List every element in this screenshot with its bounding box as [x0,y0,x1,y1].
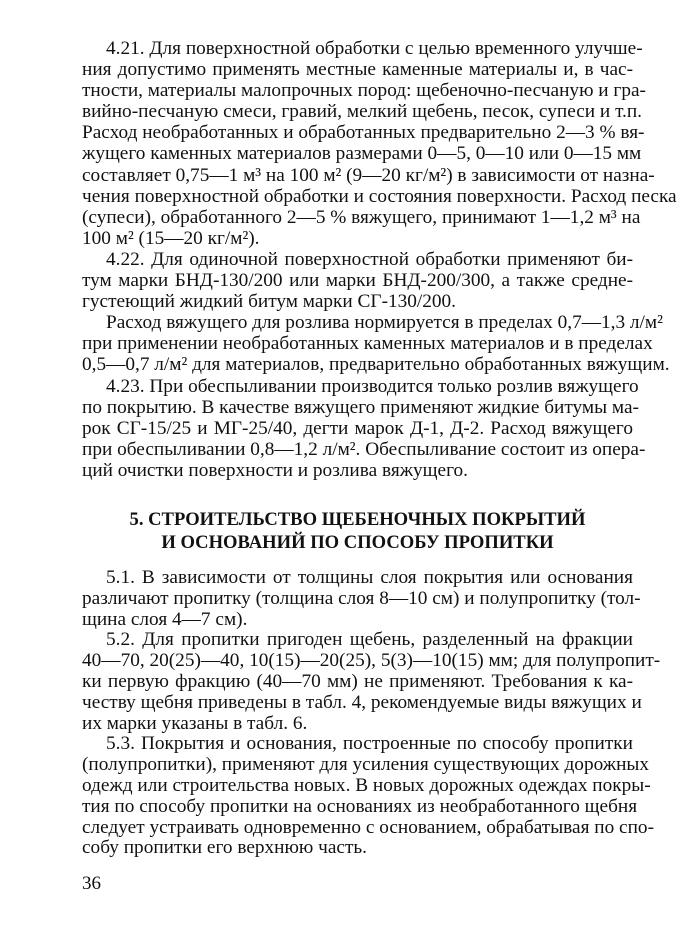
text-line: (супеси), обработанного 2—5 % вяжущего, принимают 1—1,2 м³ на [82,206,641,228]
text-line: честву щебня приведены в табл. 4, рекомендуемые виды вяжущих и [82,691,642,713]
text-line: 5.3. Покрытия и основания, построенные по способу пропитки [106,733,633,755]
text-line: Расход необработанных и обработанных предварительно 2—3 % вя- [82,122,645,144]
text-line: густеющий жидкий битум марки СГ-130/200. [82,291,457,313]
text-line: жущего каменных материалов размерами 0—5, 0—10 или 0—15 мм [82,143,642,165]
text-line: 100 м² (15—20 кг/м²). [82,227,260,249]
text-line: рок СГ-15/25 и МГ-25/40, дегти марок Д-1, Д-2. Расход вяжущего [82,417,633,439]
text-line: 0,5—0,7 л/м² для материалов, предварительно обработанных вяжущим. [82,354,670,376]
text-line: тум марки БНД-130/200 или марки БНД-200/300, а также средне- [82,270,633,292]
text-line: следует устраивать одновременно с основанием, обрабатывая по спо- [82,816,654,838]
section-5-heading [82,508,633,554]
paragraph [82,312,670,376]
text-line: 4.23. При обеспыливании производится только розлив вяжущего [106,375,639,397]
text-line: собу пропитки его верхнюю часть. [82,837,367,859]
paragraph [82,38,677,249]
text-line: 4.21. Для поверхностной обработки с целью временного улучше- [106,38,643,59]
text-line: 40—70, 20(25)—40, 10(15)—20(25), 5(3)—10(15) мм; для полупропит- [82,650,661,672]
text-line: тия по способу пропитки на основаниях из необработанного щебня [82,795,638,817]
heading-line: И ОСНОВАНИЙ ПО СПОСОБУ ПРОПИТКИ [161,532,554,553]
text-line: ки первую фракцию (40—70 мм) не применяют. Требования к ка- [82,670,633,692]
paragraph [82,567,641,630]
text-line: чения поверхностной обработки и состояния поверхности. Расход песка [82,185,677,207]
text-line: ций очистки поверхности и розлива вяжущего. [82,459,468,481]
text-line: по покрытию. В качестве вяжущего применяют жидкие битумы ма- [82,396,639,418]
section-4-text [82,38,677,481]
text-line: различают пропитку (толщина слоя 8—10 см) и полупропитку (тол- [82,587,641,609]
paragraph [82,629,661,734]
paragraph [82,249,633,312]
heading-line: 5. СТРОИТЕЛЬСТВО ЩЕБЕНОЧНЫХ ПОКРЫТИЙ [129,509,586,530]
text-line: 5.1. В зависимости от толщины слоя покрытия или основания [106,567,633,588]
text-line: при применении необработанных каменных материалов и в пределах [82,333,653,355]
text-line: ния допустимо применять местные каменные материалы и, в час- [82,59,633,81]
text-line: составляет 0,75—1 м³ на 100 м² (9—20 кг/м²) в зависимости от назна- [82,164,655,186]
text-line: 4.22. Для одиночной поверхностной обработки применяют би- [106,248,633,270]
text-line: (полупропитки), применяют для усиления существующих дорожных [82,754,649,776]
text-line: при обеспыливании 0,8—1,2 л/м². Обеспыливание состоит из опера- [82,438,646,460]
text-line: вийно-песчаную смеси, гравий, мелкий щебень, песок, супеси и т.п. [82,101,643,123]
text-line: тности, материалы малопрочных пород: щебеночно-песчаную и гра- [82,80,646,102]
page-number: 36 [82,873,101,894]
text-line: Расход вяжущего для розлива нормируется в пределах 0,7—1,3 л/м² [106,312,663,334]
section-5-text [82,567,661,859]
paragraph [82,733,654,859]
text-line: одежд или строительства новых. В новых дорожных одеждах покры- [82,774,651,796]
paragraph [82,375,646,481]
text-line: их марки указаны в табл. 6. [82,712,308,734]
text-line: щина слоя 4—7 см). [82,608,248,630]
text-line: 5.2. Для пропитки пригоден щебень, разделенный на фракции [106,629,633,651]
